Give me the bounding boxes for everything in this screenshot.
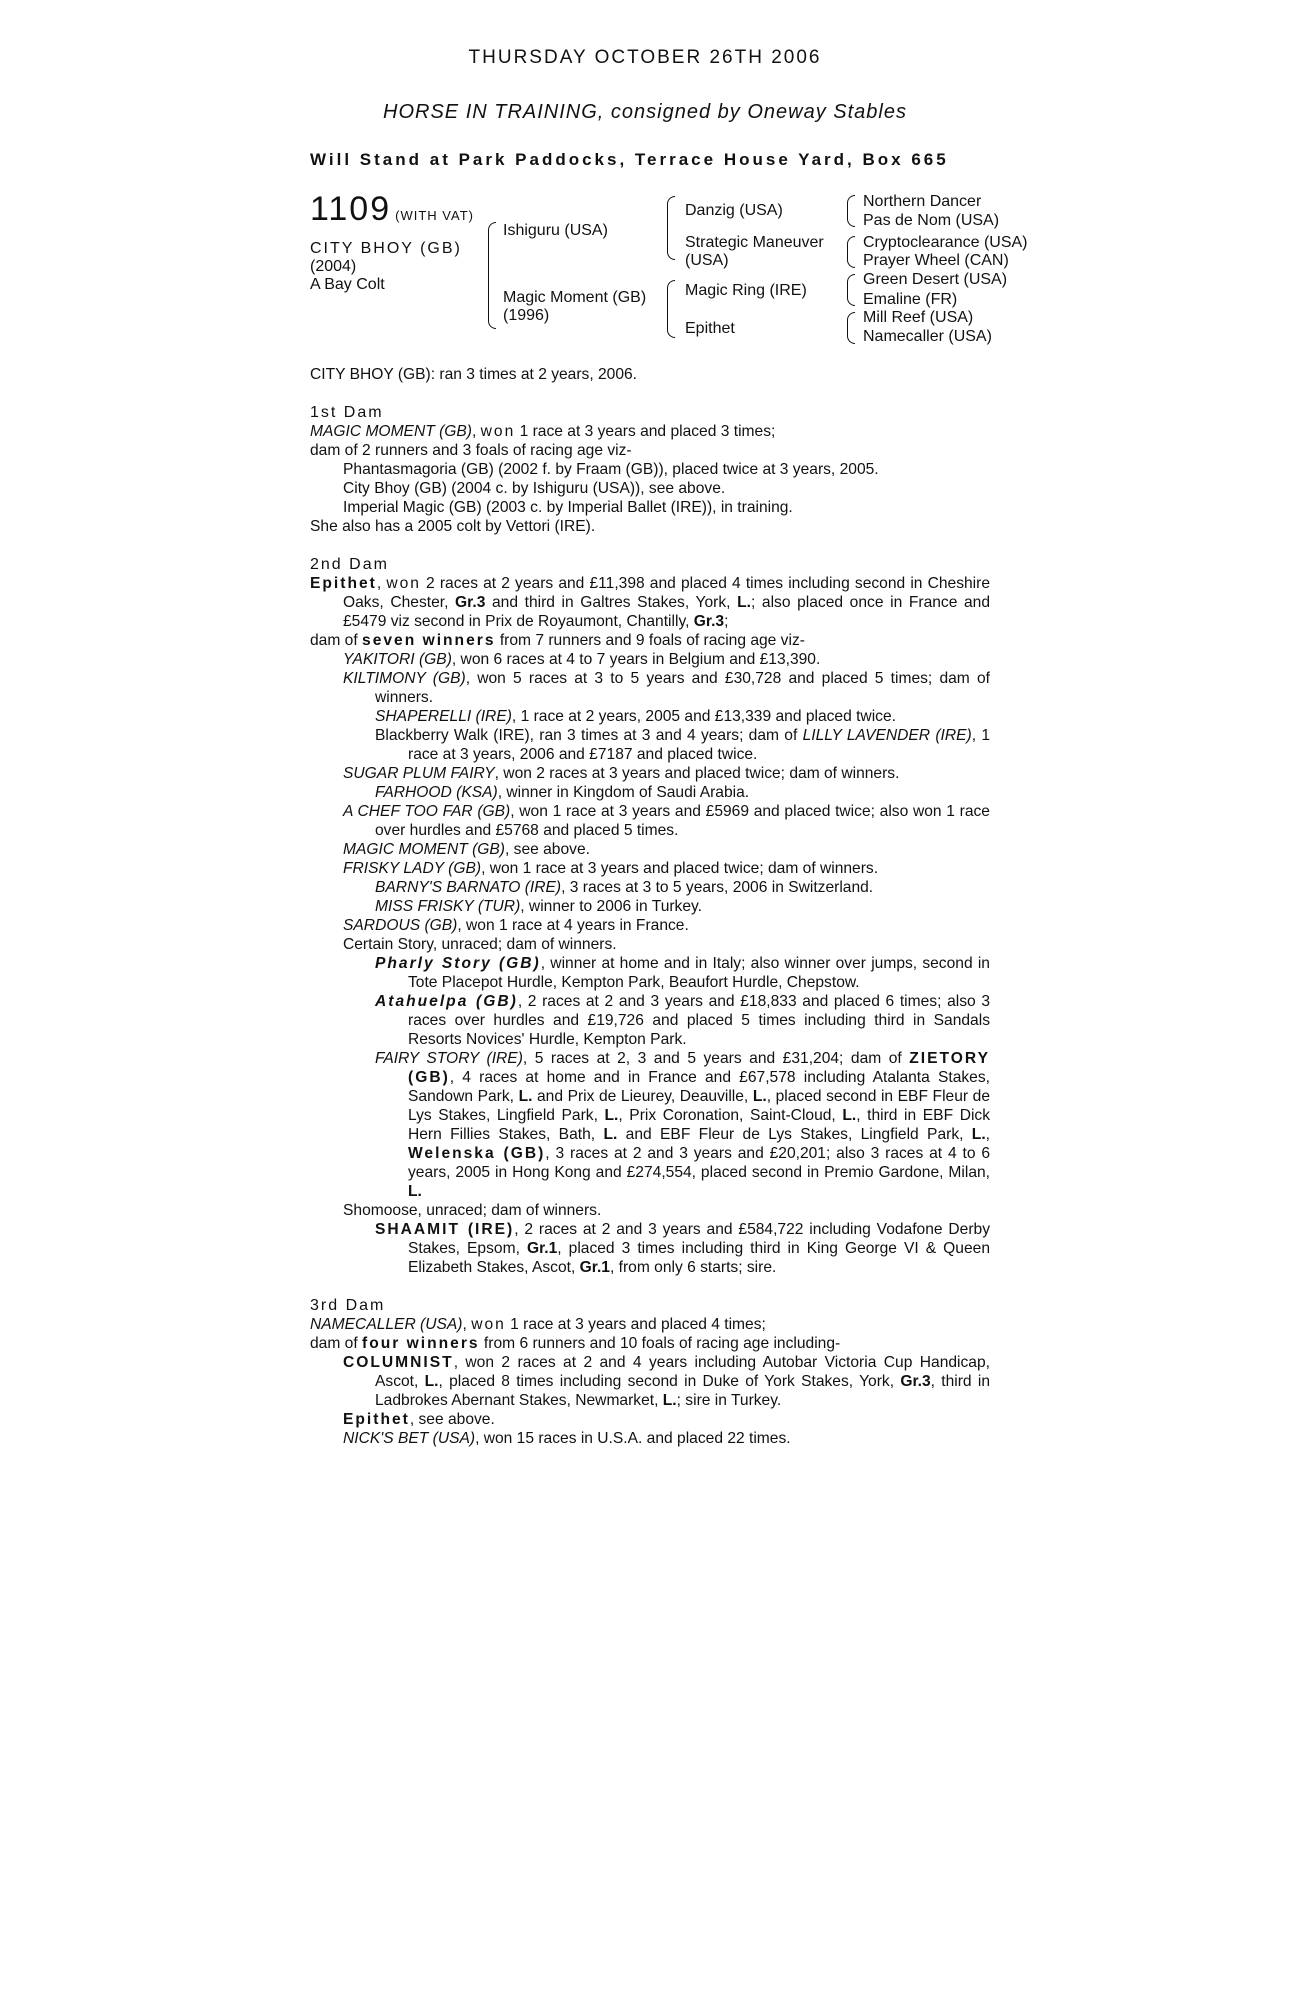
- second-dam-record: Epithet, won 2 races at 2 years and £11,398 and placed 4 times including second in Cheshire Oaks, Chester, Gr.3 and third in Galtres Stakes, York, L.; also placed once in France and £5479 viz second in Prix de Royaumont, Chantilly, Gr.3;: [310, 575, 991, 630]
- vat-note: (WITH VAT): [395, 208, 474, 223]
- first-dam-line: MAGIC MOMENT (GB), won 1 race at 3 years and placed 3 times;: [310, 423, 776, 440]
- horse-summary: [310, 240, 462, 294]
- produce-line: Blackberry Walk (IRE), ran 3 times at 3 and 4 years; dam of LILLY LAVENDER (IRE), 1 race at 3 years, 2006 and £7187 and placed twice.: [375, 727, 990, 763]
- produce-line: SUGAR PLUM FAIRY, won 2 races at 3 years and placed twice; dam of winners.: [343, 765, 900, 782]
- pedigree-brace: [847, 312, 855, 344]
- pedigree-sire-sire: Danzig (USA): [685, 202, 783, 219]
- race-summary: CITY BHOY (GB): ran 3 times at 2 years, 2006.: [310, 366, 638, 383]
- produce-line: YAKITORI (GB), won 6 races at 4 to 7 years in Belgium and £13,390.: [343, 651, 821, 668]
- pedigree-sire-dam-name: Strategic Maneuver: [685, 234, 824, 251]
- first-dam-heading: 1st Dam: [310, 404, 384, 421]
- produce-line: FRISKY LADY (GB), won 1 race at 3 years and placed twice; dam of winners.: [343, 860, 879, 877]
- produce-line: Epithet, see above.: [343, 1411, 495, 1428]
- lot-number-line: [310, 190, 474, 229]
- pedigree-dam-name: Magic Moment (GB): [503, 289, 647, 306]
- pedigree-brace: [847, 195, 855, 227]
- produce-line: MAGIC MOMENT (GB), see above.: [343, 841, 590, 858]
- pedigree-brace: [488, 222, 496, 329]
- produce-line: Imperial Magic (GB) (2003 c. by Imperial Ballet (IRE)), in training.: [343, 499, 793, 516]
- sale-date: THURSDAY OCTOBER 26TH 2006: [468, 47, 822, 68]
- pedigree-brace: [667, 196, 675, 260]
- pedigree-sire-dam: [685, 234, 824, 270]
- produce-line: SHAAMIT (IRE), 2 races at 2 and 3 years and £584,722 including Vodafone Derby Stakes, Epsom, Gr.1, placed 3 times including third in King George VI & Queen Elizabeth Stakes, Ascot, Gr.1, from only 6 starts; sire.: [375, 1221, 990, 1276]
- pedigree-sire-dam-origin: (USA): [685, 252, 729, 269]
- pedigree-brace: [847, 274, 855, 306]
- horse-description: A Bay Colt: [310, 276, 385, 293]
- consignment-line: HORSE IN TRAINING, consigned by Oneway Stables: [383, 101, 907, 123]
- produce-line: A CHEF TOO FAR (GB), won 1 race at 3 years and £5969 and placed twice; also won 1 race over hurdles and £5768 and placed 5 times.: [343, 803, 990, 839]
- second-dam-produce-intro: dam of seven winners from 7 runners and 9 foals of racing age viz-: [310, 632, 805, 649]
- third-dam-produce-intro: dam of four winners from 6 runners and 10 foals of racing age including-: [310, 1335, 841, 1352]
- third-dam-record: NAMECALLER (USA), won 1 race at 3 years and placed 4 times;: [310, 1316, 766, 1333]
- pedigree-g7: Mill Reef (USA): [863, 309, 974, 326]
- produce-line: SARDOUS (GB), won 1 race at 4 years in France.: [343, 917, 689, 934]
- pedigree-g1: Northern Dancer: [863, 193, 982, 210]
- produce-line: COLUMNIST, won 2 races at 2 and 4 years including Autobar Victoria Cup Handicap, Ascot, L., placed 8 times including second in Duke of York Stakes, York, Gr.3, third in Ladbrokes Abernant Stakes, Newmarket, L.; sire in Turkey.: [343, 1354, 990, 1409]
- pedigree-g4: Prayer Wheel (CAN): [863, 252, 1009, 269]
- pedigree-sire: Ishiguru (USA): [503, 222, 608, 239]
- produce-line: KILTIMONY (GB), won 5 races at 3 to 5 years and £30,728 and placed 5 times; dam of winners.: [343, 670, 990, 706]
- pedigree-dam-year: (1996): [503, 307, 550, 324]
- produce-line: City Bhoy (GB) (2004 c. by Ishiguru (USA)), see above.: [343, 480, 726, 497]
- produce-line: FAIRY STORY (IRE), 5 races at 2, 3 and 5 years and £31,204; dam of ZIETORY (GB), 4 races at home and in France and £67,578 including Atalanta Stakes, Sandown Park, L. and Prix de Lieurey, Deauville, L., placed second in EBF Fleur de Lys Stakes, Lingfield Park, L., Prix Coronation, Saint-Cloud, L., third in EBF Dick Hern Fillies Stakes, Bath, L. and EBF Fleur de Lys Stakes, Lingfield Park, L., Welenska (GB), 3 races at 2 and 3 years and £20,201; also 3 races at 4 to 6 years, 2005 in Hong Kong and £274,554, placed second in Premio Gardone, Milan, L.: [375, 1050, 991, 1200]
- pedigree-brace: [847, 236, 855, 268]
- horse-name: CITY BHOY (GB): [310, 240, 462, 257]
- first-dam-name: MAGIC MOMENT (GB): [310, 423, 472, 440]
- produce-line: Phantasmagoria (GB) (2002 f. by Fraam (GB)), placed twice at 3 years, 2005.: [343, 461, 879, 478]
- pedigree-g2: Pas de Nom (USA): [863, 212, 1000, 229]
- produce-line: NICK'S BET (USA), won 15 races in U.S.A. and placed 22 times.: [343, 1430, 791, 1447]
- pedigree-dam-sire: Magic Ring (IRE): [685, 282, 807, 299]
- produce-line: Pharly Story (GB), winner at home and in Italy; also winner over jumps, second in Tote Placepot Hurdle, Kempton Park, Beaufort Hurdle, Chepstow.: [375, 955, 990, 991]
- third-dam-heading: 3rd Dam: [310, 1297, 386, 1314]
- pedigree-g6: Emaline (FR): [863, 291, 958, 308]
- produce-note: She also has a 2005 colt by Vettori (IRE).: [310, 518, 596, 535]
- pedigree-g3: Cryptoclearance (USA): [863, 234, 1028, 251]
- produce-line: Shomoose, unraced; dam of winners.: [343, 1202, 602, 1219]
- produce-line: Certain Story, unraced; dam of winners.: [343, 936, 617, 953]
- produce-line: FARHOOD (KSA), winner in Kingdom of Saudi Arabia.: [375, 784, 750, 801]
- produce-line: BARNY'S BARNATO (IRE), 3 races at 3 to 5 years, 2006 in Switzerland.: [375, 879, 874, 896]
- catalogue-body: [310, 365, 990, 1448]
- stand-location: Will Stand at Park Paddocks, Terrace House Yard, Box 665: [310, 150, 949, 169]
- horse-year: (2004): [310, 258, 357, 275]
- pedigree-dam-dam: Epithet: [685, 320, 735, 337]
- first-dam-produce-intro: dam of 2 runners and 3 foals of racing age viz-: [310, 442, 632, 459]
- produce-line: MISS FRISKY (TUR), winner to 2006 in Turkey.: [375, 898, 702, 915]
- pedigree-brace: [667, 280, 675, 338]
- second-dam-heading: 2nd Dam: [310, 556, 389, 573]
- produce-line: SHAPERELLI (IRE), 1 race at 2 years, 2005 and £13,339 and placed twice.: [375, 708, 896, 725]
- pedigree-g8: Namecaller (USA): [863, 328, 992, 345]
- pedigree-g5: Green Desert (USA): [863, 271, 1008, 288]
- pedigree-dam: [503, 289, 646, 325]
- produce-line: Atahuelpa (GB), 2 races at 2 and 3 years and £18,833 and placed 6 times; also 3 races over hurdles and £19,726 and placed 5 times including third in Sandals Resorts Novices' Hurdle, Kempton Park.: [375, 993, 990, 1048]
- lot-number: 1109: [310, 190, 392, 228]
